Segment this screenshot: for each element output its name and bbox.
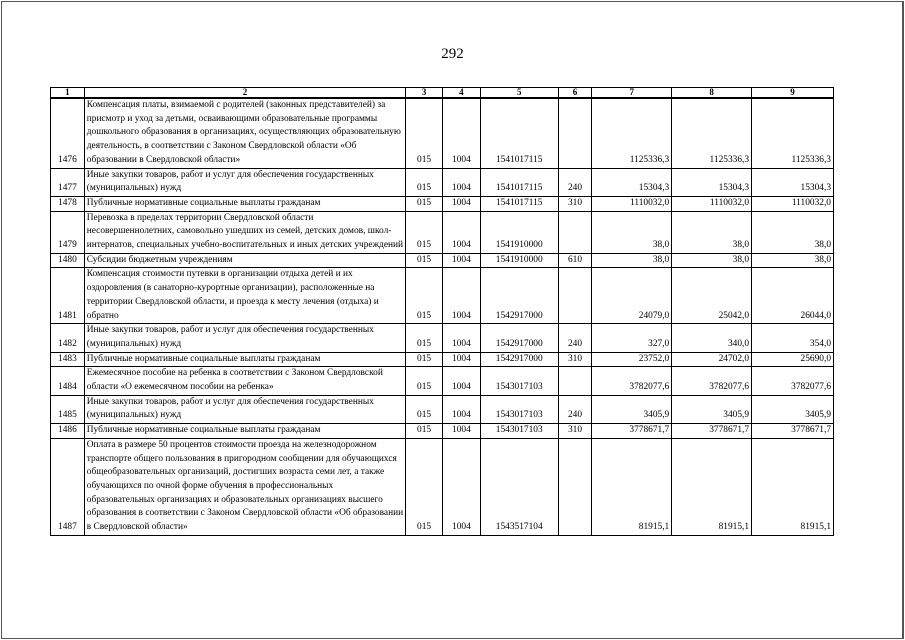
admin-code: 015 xyxy=(406,211,443,253)
expense-type-code xyxy=(558,98,592,168)
admin-code: 015 xyxy=(406,253,443,268)
budget-table xyxy=(50,87,834,536)
table-row xyxy=(51,211,834,253)
expense-type-code: 610 xyxy=(558,253,592,268)
target-article-code: 1543017103 xyxy=(480,395,558,423)
target-article-code: 1543517104 xyxy=(480,438,558,535)
header-cell: 9 xyxy=(752,88,834,99)
table-row xyxy=(51,352,834,367)
amount-year-3: 3405,9 xyxy=(752,395,834,423)
amount-year-2: 15304,3 xyxy=(672,168,752,196)
amount-year-2: 1125336,3 xyxy=(672,98,752,168)
row-number: 1478 xyxy=(51,196,85,211)
admin-code: 015 xyxy=(406,168,443,196)
amount-year-2: 3778671,7 xyxy=(672,424,752,439)
amount-year-1: 327,0 xyxy=(592,324,672,352)
amount-year-3: 38,0 xyxy=(752,211,834,253)
table-header-row xyxy=(51,88,834,99)
admin-code: 015 xyxy=(406,438,443,535)
amount-year-3: 26044,0 xyxy=(752,268,834,324)
amount-year-2: 1110032,0 xyxy=(672,196,752,211)
amount-year-2: 25042,0 xyxy=(672,268,752,324)
amount-year-2: 3782077,6 xyxy=(672,367,752,395)
table-row xyxy=(51,395,834,423)
item-name: Перевозка в пределах территории Свердловской области несовершеннолетних, самовольно ушедших из семей, детских домов, школ-интернатов, специальных учебно-воспитательных и иных детских учреждений xyxy=(84,211,405,253)
section-code: 1004 xyxy=(442,367,480,395)
amount-year-2: 81915,1 xyxy=(672,438,752,535)
header-cell: 2 xyxy=(84,88,405,99)
header-cell: 4 xyxy=(442,88,480,99)
item-name: Иные закупки товаров, работ и услуг для обеспечения государственных (муниципальных) нужд xyxy=(84,168,405,196)
expense-type-code xyxy=(558,438,592,535)
section-code: 1004 xyxy=(442,424,480,439)
item-name: Субсидии бюджетным учреждениям xyxy=(84,253,405,268)
expense-type-code: 240 xyxy=(558,395,592,423)
amount-year-2: 24702,0 xyxy=(672,352,752,367)
item-name: Компенсация платы, взимаемой с родителей (законных представителей) за присмотр и уход за детьми, осваивающими образовательные программы дошкольного образования в организациях, осуществляющих образовательную деятельность, в соответствии с Законом Свердловской области «Об образовании в Свердловской области» xyxy=(84,98,405,168)
item-name: Иные закупки товаров, работ и услуг для обеспечения государственных (муниципальных) нужд xyxy=(84,395,405,423)
header-cell: 5 xyxy=(480,88,558,99)
admin-code: 015 xyxy=(406,367,443,395)
expense-type-code: 310 xyxy=(558,352,592,367)
target-article-code: 1541910000 xyxy=(480,253,558,268)
expense-type-code xyxy=(558,367,592,395)
amount-year-1: 15304,3 xyxy=(592,168,672,196)
amount-year-1: 3782077,6 xyxy=(592,367,672,395)
table-row xyxy=(51,438,834,535)
target-article-code: 1543017103 xyxy=(480,424,558,439)
admin-code: 015 xyxy=(406,352,443,367)
page-number: 292 xyxy=(441,46,464,62)
admin-code: 015 xyxy=(406,98,443,168)
table-row xyxy=(51,324,834,352)
table-row xyxy=(51,268,834,324)
row-number: 1476 xyxy=(51,98,85,168)
row-number: 1486 xyxy=(51,424,85,439)
row-number: 1480 xyxy=(51,253,85,268)
amount-year-1: 3405,9 xyxy=(592,395,672,423)
target-article-code: 1541017115 xyxy=(480,196,558,211)
section-code: 1004 xyxy=(442,168,480,196)
expense-type-code xyxy=(558,211,592,253)
admin-code: 015 xyxy=(406,395,443,423)
expense-type-code: 240 xyxy=(558,168,592,196)
target-article-code: 1541017115 xyxy=(480,98,558,168)
item-name: Публичные нормативные социальные выплаты гражданам xyxy=(84,424,405,439)
row-number: 1477 xyxy=(51,168,85,196)
row-number: 1484 xyxy=(51,367,85,395)
target-article-code: 1542917000 xyxy=(480,324,558,352)
table-row xyxy=(51,367,834,395)
section-code: 1004 xyxy=(442,253,480,268)
amount-year-3: 25690,0 xyxy=(752,352,834,367)
amount-year-3: 81915,1 xyxy=(752,438,834,535)
target-article-code: 1543017103 xyxy=(480,367,558,395)
header-cell: 1 xyxy=(51,88,85,99)
amount-year-1: 38,0 xyxy=(592,253,672,268)
amount-year-3: 1110032,0 xyxy=(752,196,834,211)
row-number: 1479 xyxy=(51,211,85,253)
item-name: Компенсация стоимости путевки в организации отдыха детей и их оздоровления (в санаторно-курортные организации), расположенные на территории Свердловской области, и проезда к месту лечения (отдыха) и обратно xyxy=(84,268,405,324)
table-row xyxy=(51,253,834,268)
item-name: Публичные нормативные социальные выплаты гражданам xyxy=(84,352,405,367)
expense-type-code: 310 xyxy=(558,196,592,211)
amount-year-1: 1110032,0 xyxy=(592,196,672,211)
table-row xyxy=(51,98,834,168)
target-article-code: 1541910000 xyxy=(480,211,558,253)
admin-code: 015 xyxy=(406,196,443,211)
table-row xyxy=(51,424,834,439)
row-number: 1482 xyxy=(51,324,85,352)
section-code: 1004 xyxy=(442,438,480,535)
amount-year-2: 340,0 xyxy=(672,324,752,352)
target-article-code: 1542917000 xyxy=(480,268,558,324)
table-row xyxy=(51,196,834,211)
row-number: 1485 xyxy=(51,395,85,423)
amount-year-3: 3782077,6 xyxy=(752,367,834,395)
amount-year-2: 38,0 xyxy=(672,253,752,268)
amount-year-2: 3405,9 xyxy=(672,395,752,423)
section-code: 1004 xyxy=(442,196,480,211)
section-code: 1004 xyxy=(442,352,480,367)
row-number: 1481 xyxy=(51,268,85,324)
expense-type-code: 310 xyxy=(558,424,592,439)
section-code: 1004 xyxy=(442,395,480,423)
amount-year-1: 23752,0 xyxy=(592,352,672,367)
amount-year-2: 38,0 xyxy=(672,211,752,253)
item-name: Иные закупки товаров, работ и услуг для обеспечения государственных (муниципальных) нужд xyxy=(84,324,405,352)
section-code: 1004 xyxy=(442,324,480,352)
admin-code: 015 xyxy=(406,324,443,352)
amount-year-3: 1125336,3 xyxy=(752,98,834,168)
expense-type-code xyxy=(558,268,592,324)
target-article-code: 1541017115 xyxy=(480,168,558,196)
item-name: Оплата в размере 50 процентов стоимости проезда на железнодорожном транспорте общего пользования в пригородном сообщении для обучающихся общеобразовательных организаций, достигших возраста семи лет, а также обучающихся по очной форме обучения в профессиональных образовательных организациях и образовательных организациях высшего образования в соответствии с Законом Свердловской области «Об образовании в Свердловской области» xyxy=(84,438,405,535)
item-name: Публичные нормативные социальные выплаты гражданам xyxy=(84,196,405,211)
amount-year-1: 3778671,7 xyxy=(592,424,672,439)
header-cell: 6 xyxy=(558,88,592,99)
amount-year-1: 1125336,3 xyxy=(592,98,672,168)
header-cell: 7 xyxy=(592,88,672,99)
section-code: 1004 xyxy=(442,268,480,324)
header-cell: 3 xyxy=(406,88,443,99)
section-code: 1004 xyxy=(442,98,480,168)
amount-year-1: 38,0 xyxy=(592,211,672,253)
header-cell: 8 xyxy=(672,88,752,99)
amount-year-3: 38,0 xyxy=(752,253,834,268)
target-article-code: 1542917000 xyxy=(480,352,558,367)
amount-year-3: 354,0 xyxy=(752,324,834,352)
amount-year-1: 81915,1 xyxy=(592,438,672,535)
row-number: 1487 xyxy=(51,438,85,535)
amount-year-3: 15304,3 xyxy=(752,168,834,196)
amount-year-3: 3778671,7 xyxy=(752,424,834,439)
expense-type-code: 240 xyxy=(558,324,592,352)
row-number: 1483 xyxy=(51,352,85,367)
item-name: Ежемесячное пособие на ребенка в соответствии с Законом Свердловской области «О ежемесячном пособии на ребенка» xyxy=(84,367,405,395)
amount-year-1: 24079,0 xyxy=(592,268,672,324)
table-row xyxy=(51,168,834,196)
admin-code: 015 xyxy=(406,424,443,439)
admin-code: 015 xyxy=(406,268,443,324)
section-code: 1004 xyxy=(442,211,480,253)
